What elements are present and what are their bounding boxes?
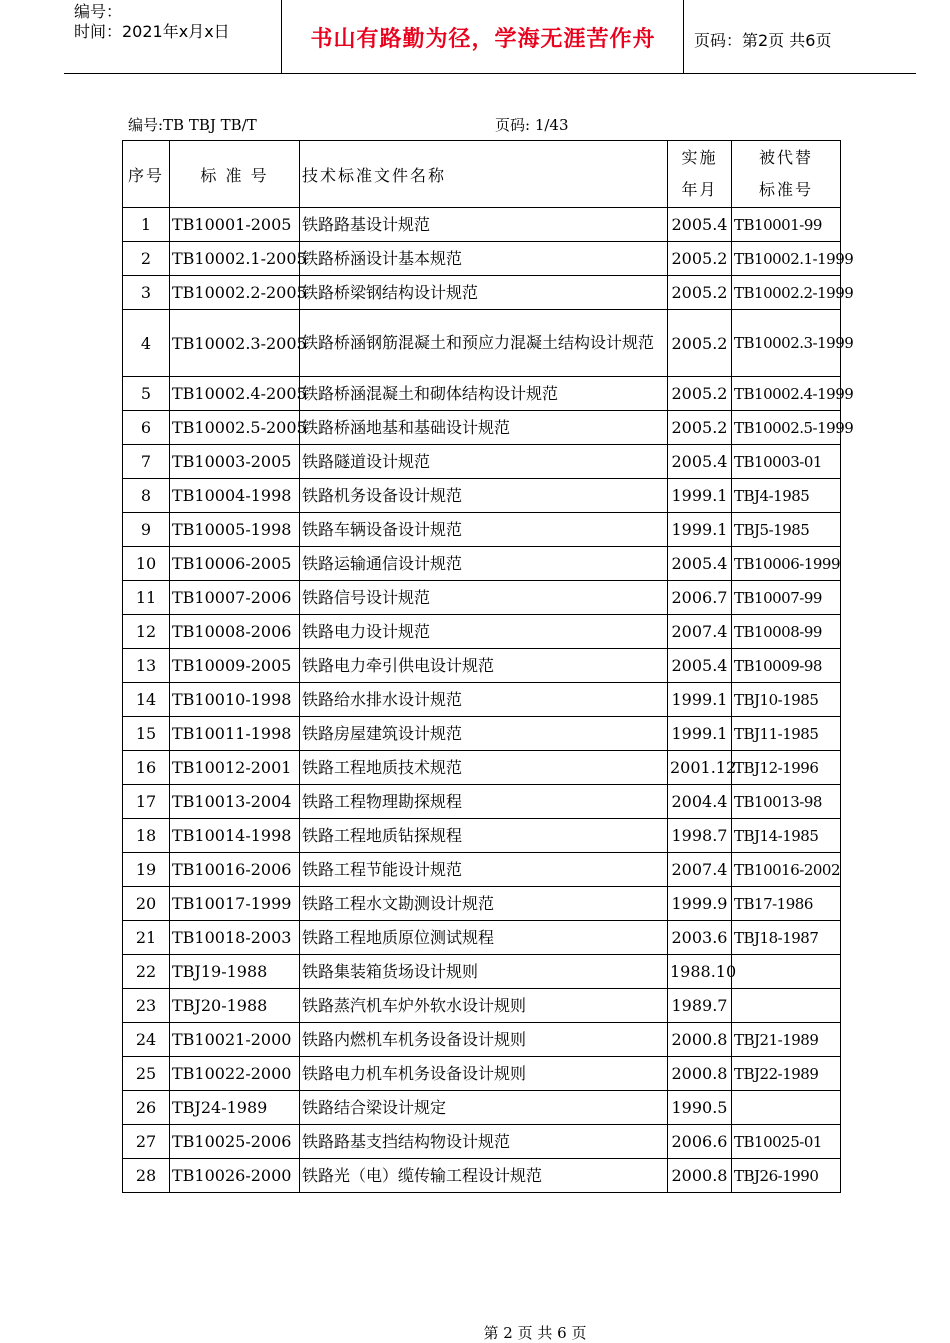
cell-standard-no: TB10018-2003 [170, 921, 300, 955]
cell-serial-no: 22 [123, 955, 170, 989]
cell-standard-no: TB10002.2-2005 [170, 276, 300, 310]
cell-replaced-standard: TB10007-99 [732, 581, 841, 615]
cell-replaced-standard: TB10003-01 [732, 445, 841, 479]
cell-replaced-standard: TB17-1986 [732, 887, 841, 921]
doc-page-label: 页码: 1/43 [495, 116, 569, 134]
cell-document-title: 铁路桥涵钢筋混凝土和预应力混凝土结构设计规范 [300, 310, 668, 377]
cell-implementation-date: 2000.8 [668, 1159, 732, 1193]
cell-serial-no: 4 [123, 310, 170, 377]
table-row [123, 615, 841, 649]
cell-standard-no: TBJ20-1988 [170, 989, 300, 1023]
table-row [123, 242, 841, 276]
cell-replaced-standard: TBJ12-1996 [732, 751, 841, 785]
cell-document-title: 铁路路基设计规范 [300, 208, 668, 242]
header-impl-line1: 实施 [681, 148, 718, 167]
cell-replaced-standard: TB10013-98 [732, 785, 841, 819]
cell-replaced-standard: TB10009-98 [732, 649, 841, 683]
cell-document-title: 铁路工程地质技术规范 [300, 751, 668, 785]
cell-standard-no: TB10005-1998 [170, 513, 300, 547]
cell-replaced-standard: TBJ18-1987 [732, 921, 841, 955]
cell-document-title: 铁路工程地质原位测试规程 [300, 921, 668, 955]
cell-serial-no: 5 [123, 377, 170, 411]
cell-serial-no: 19 [123, 853, 170, 887]
cell-replaced-standard: TBJ10-1985 [732, 683, 841, 717]
cell-serial-no: 18 [123, 819, 170, 853]
cell-replaced-standard: TB10002.3-1999 [732, 310, 841, 377]
cell-implementation-date: 2007.4 [668, 853, 732, 887]
table-row [123, 1159, 841, 1193]
cell-serial-no: 20 [123, 887, 170, 921]
cell-serial-no: 15 [123, 717, 170, 751]
cell-implementation-date: 2005.2 [668, 377, 732, 411]
cell-implementation-date: 2005.2 [668, 411, 732, 445]
cell-serial-no: 9 [123, 513, 170, 547]
cell-document-title: 铁路内燃机车机务设备设计规则 [300, 1023, 668, 1057]
cell-replaced-standard: TBJ4-1985 [732, 479, 841, 513]
cell-document-title: 铁路电力设计规范 [300, 615, 668, 649]
table-row [123, 1057, 841, 1091]
cell-serial-no: 27 [123, 1125, 170, 1159]
page-footer [0, 1322, 950, 1343]
cell-document-title: 铁路桥涵设计基本规范 [300, 242, 668, 276]
cell-replaced-standard: TB10025-01 [732, 1125, 841, 1159]
table-row [123, 683, 841, 717]
cell-document-title: 铁路工程物理勘探规程 [300, 785, 668, 819]
cell-serial-no: 24 [123, 1023, 170, 1057]
table-row [123, 581, 841, 615]
cell-replaced-standard: TB10006-1999 [732, 547, 841, 581]
table-row [123, 310, 841, 377]
cell-document-title: 铁路电力机车机务设备设计规则 [300, 1057, 668, 1091]
cell-implementation-date: 2001.12 [668, 751, 732, 785]
table-row [123, 1023, 841, 1057]
cell-implementation-date: 1999.1 [668, 479, 732, 513]
header-implementation-date [668, 141, 732, 208]
table-row [123, 887, 841, 921]
cell-implementation-date: 2005.2 [668, 276, 732, 310]
cell-implementation-date: 1999.1 [668, 513, 732, 547]
cell-replaced-standard: TBJ14-1985 [732, 819, 841, 853]
cell-serial-no: 16 [123, 751, 170, 785]
cell-replaced-standard [732, 955, 841, 989]
footer-page-number: 第 2 页 共 6 页 [483, 1324, 587, 1342]
cell-replaced-standard: TB10001-99 [732, 208, 841, 242]
cell-serial-no: 3 [123, 276, 170, 310]
cell-replaced-standard: TB10002.1-1999 [732, 242, 841, 276]
cell-document-title: 铁路路基支挡结构物设计规范 [300, 1125, 668, 1159]
cell-document-title: 铁路集装箱货场设计规则 [300, 955, 668, 989]
cell-serial-no: 21 [123, 921, 170, 955]
table-header-row [123, 141, 841, 208]
cell-serial-no: 26 [123, 1091, 170, 1125]
table-row [123, 853, 841, 887]
cell-document-title: 铁路房屋建筑设计规范 [300, 717, 668, 751]
cell-document-title: 铁路电力牵引供电设计规范 [300, 649, 668, 683]
cell-document-title: 铁路结合梁设计规定 [300, 1091, 668, 1125]
cell-serial-no: 10 [123, 547, 170, 581]
cell-replaced-standard: TB10008-99 [732, 615, 841, 649]
cell-implementation-date: 2003.6 [668, 921, 732, 955]
cell-document-title: 铁路桥涵混凝土和砌体结构设计规范 [300, 377, 668, 411]
table-row [123, 276, 841, 310]
cell-replaced-standard: TB10002.2-1999 [732, 276, 841, 310]
cell-serial-no: 13 [123, 649, 170, 683]
cell-document-title: 铁路桥涵地基和基础设计规范 [300, 411, 668, 445]
cell-document-title: 铁路车辆设备设计规范 [300, 513, 668, 547]
cell-replaced-standard: TBJ21-1989 [732, 1023, 841, 1057]
cell-standard-no: TB10010-1998 [170, 683, 300, 717]
cell-document-title: 铁路给水排水设计规范 [300, 683, 668, 717]
cell-document-title: 铁路隧道设计规范 [300, 445, 668, 479]
cell-document-title: 铁路桥梁钢结构设计规范 [300, 276, 668, 310]
header-page-label: 页码：第2页 共6页 [694, 31, 832, 50]
cell-implementation-date: 2005.4 [668, 208, 732, 242]
header-replaced-standard [732, 141, 841, 208]
cell-standard-no: TB10026-2000 [170, 1159, 300, 1193]
cell-implementation-date: 2007.4 [668, 615, 732, 649]
table-row [123, 479, 841, 513]
table-row [123, 751, 841, 785]
table-body [123, 208, 854, 1193]
cell-document-title: 铁路工程节能设计规范 [300, 853, 668, 887]
cell-standard-no: TB10002.1-2005 [170, 242, 300, 276]
cell-replaced-standard: TBJ5-1985 [732, 513, 841, 547]
cell-serial-no: 1 [123, 208, 170, 242]
cell-document-title: 铁路工程水文勘测设计规范 [300, 887, 668, 921]
header-left [74, 2, 230, 42]
cell-standard-no: TB10011-1998 [170, 717, 300, 751]
table-row [123, 411, 841, 445]
cell-implementation-date: 2000.8 [668, 1023, 732, 1057]
cell-replaced-standard [732, 1091, 841, 1125]
cell-serial-no: 14 [123, 683, 170, 717]
cell-implementation-date: 1990.5 [668, 1091, 732, 1125]
cell-implementation-date: 2005.2 [668, 242, 732, 276]
header-motto: 书山有路勤为径，学海无涯苦作舟 [310, 27, 656, 52]
cell-serial-no: 23 [123, 989, 170, 1023]
standard-code-label: 编号:TB TBJ TB/T [128, 116, 257, 134]
cell-implementation-date: 2005.4 [668, 445, 732, 479]
header-standard-no: 标 准 号 [170, 141, 300, 208]
table-row [123, 208, 841, 242]
cell-implementation-date: 1989.7 [668, 989, 732, 1023]
cell-standard-no: TB10004-1998 [170, 479, 300, 513]
cell-implementation-date: 2005.4 [668, 649, 732, 683]
cell-serial-no: 25 [123, 1057, 170, 1091]
cell-serial-no: 17 [123, 785, 170, 819]
cell-standard-no: TBJ24-1989 [170, 1091, 300, 1125]
cell-replaced-standard: TBJ26-1990 [732, 1159, 841, 1193]
header-rep-line1: 被代替 [758, 148, 813, 167]
table-row [123, 547, 841, 581]
cell-document-title: 铁路运输通信设计规范 [300, 547, 668, 581]
table-row [123, 785, 841, 819]
cell-standard-no: TB10016-2006 [170, 853, 300, 887]
table-row [123, 921, 841, 955]
cell-replaced-standard: TBJ22-1989 [732, 1057, 841, 1091]
cell-standard-no: TB10006-2005 [170, 547, 300, 581]
cell-document-title: 铁路工程地质钻探规程 [300, 819, 668, 853]
cell-replaced-standard: TB10016-2002 [732, 853, 841, 887]
cell-implementation-date: 1999.1 [668, 683, 732, 717]
cell-serial-no: 8 [123, 479, 170, 513]
doc-time-label: 时间：2021年x月x日 [74, 22, 230, 41]
table-row [123, 649, 841, 683]
header-rep-line2: 标准号 [758, 180, 813, 199]
table-row [123, 717, 841, 751]
cell-standard-no: TB10001-2005 [170, 208, 300, 242]
cell-implementation-date: 2000.8 [668, 1057, 732, 1091]
cell-standard-no: TB10025-2006 [170, 1125, 300, 1159]
header-document-title: 技术标准文件名称 [300, 141, 668, 208]
cell-serial-no: 11 [123, 581, 170, 615]
cell-serial-no: 6 [123, 411, 170, 445]
table-row [123, 445, 841, 479]
cell-implementation-date: 1999.1 [668, 717, 732, 751]
cell-replaced-standard [732, 989, 841, 1023]
cell-implementation-date: 2006.6 [668, 1125, 732, 1159]
cell-standard-no: TB10022-2000 [170, 1057, 300, 1091]
cell-replaced-standard: TBJ11-1985 [732, 717, 841, 751]
doc-meta-line [128, 114, 569, 135]
cell-standard-no: TB10007-2006 [170, 581, 300, 615]
cell-standard-no: TB10009-2005 [170, 649, 300, 683]
cell-document-title: 铁路机务设备设计规范 [300, 479, 668, 513]
cell-replaced-standard: TB10002.5-1999 [732, 411, 841, 445]
table-row [123, 513, 841, 547]
table-row [123, 955, 841, 989]
cell-standard-no: TB10021-2000 [170, 1023, 300, 1057]
table-row [123, 819, 841, 853]
page-header [0, 0, 950, 74]
cell-implementation-date: 2005.4 [668, 547, 732, 581]
cell-standard-no: TB10008-2006 [170, 615, 300, 649]
cell-implementation-date: 1988.10 [668, 955, 732, 989]
doc-number-label: 编号： [74, 2, 123, 21]
cell-standard-no: TB10012-2001 [170, 751, 300, 785]
header-divider [683, 0, 684, 73]
table-row [123, 377, 841, 411]
table-row [123, 1125, 841, 1159]
cell-document-title: 铁路蒸汽机车炉外软水设计规则 [300, 989, 668, 1023]
cell-replaced-standard: TB10002.4-1999 [732, 377, 841, 411]
table-row [123, 989, 841, 1023]
cell-standard-no: TBJ19-1988 [170, 955, 300, 989]
cell-standard-no: TB10017-1999 [170, 887, 300, 921]
cell-serial-no: 2 [123, 242, 170, 276]
cell-serial-no: 12 [123, 615, 170, 649]
table-row [123, 1091, 841, 1125]
cell-standard-no: TB10003-2005 [170, 445, 300, 479]
cell-implementation-date: 1998.7 [668, 819, 732, 853]
cell-implementation-date: 2006.7 [668, 581, 732, 615]
cell-implementation-date: 2004.4 [668, 785, 732, 819]
cell-serial-no: 7 [123, 445, 170, 479]
cell-serial-no: 28 [123, 1159, 170, 1193]
cell-standard-no: TB10013-2004 [170, 785, 300, 819]
header-rule [64, 73, 916, 74]
cell-standard-no: TB10002.3-2005 [170, 310, 300, 377]
standards-table [122, 140, 854, 1193]
cell-implementation-date: 1999.9 [668, 887, 732, 921]
cell-standard-no: TB10014-1998 [170, 819, 300, 853]
cell-document-title: 铁路信号设计规范 [300, 581, 668, 615]
cell-standard-no: TB10002.4-2005 [170, 377, 300, 411]
header-serial-no: 序号 [123, 141, 170, 208]
header-impl-line2: 年月 [681, 180, 718, 199]
cell-standard-no: TB10002.5-2005 [170, 411, 300, 445]
cell-document-title: 铁路光（电）缆传输工程设计规范 [300, 1159, 668, 1193]
cell-implementation-date: 2005.2 [668, 310, 732, 377]
